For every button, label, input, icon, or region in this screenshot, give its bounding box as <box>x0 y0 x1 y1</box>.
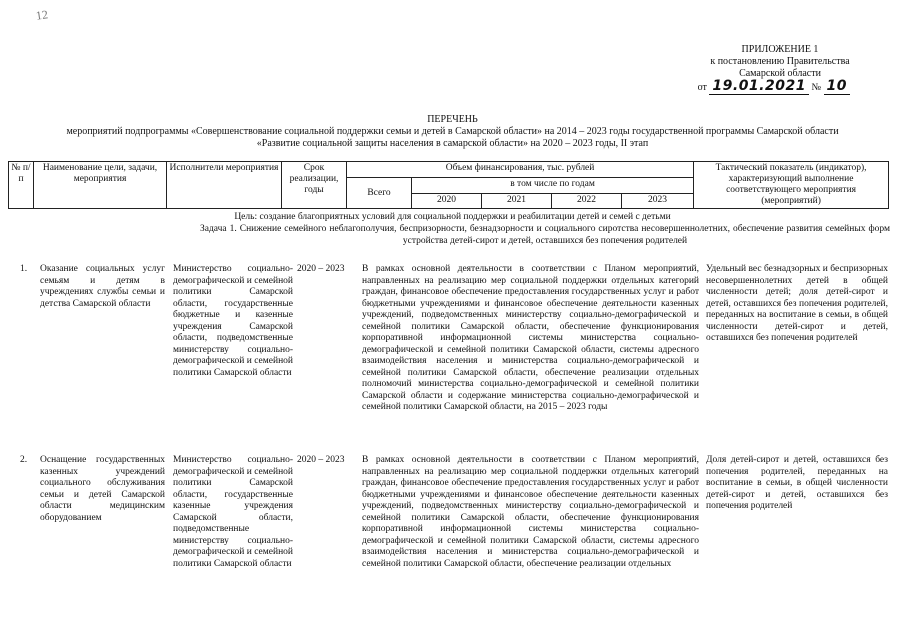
row-number: 1. <box>20 264 28 274</box>
measure-executors: Министерство социально-демографической и семейной политики Самарской области, государственные бюджетные и казенные учреждения Самарской области, подведомственные министерству социально-демографической и семейной политики Самарской области <box>173 264 293 378</box>
measure-funding-note: В рамках основной деятельности в соответствии с Планом мероприятий, направленных на реализацию мер социальной поддержки отдельных категорий граждан, финансовое обеспечение предоставления государственных услуг и работ бюджетными учреждениями и финансовое обеспечение деятельности казенных учреждений, подведомственных министерству социально-демографической и семейной политики Самарской области, обеспечение функционирования корпоративной информационной системы министерства социально-демографической и семейной политики Самарской области, системы адресного взаимодействия населения и министерства социально-демографической и семейной политики Самарской области, обеспечение реализации отдельных полномочий министерства социально-демографической и семейной политики Самарской области и содержание министерства социально-демографической и семейной политики Самарской области, на 2015 – 2023 годы <box>362 264 699 412</box>
measure-funding-note: В рамках основной деятельности в соответствии с Планом мероприятий, направленных на реализацию мер социальной поддержки отдельных категорий граждан, финансовое обеспечение предоставления государственных услуг и работ бюджетными учреждениями и финансовое обеспечение деятельности казенных учреждений, подведомственных министерству социально-демографической и семейной политики Самарской области, обеспечение функционирования корпоративной информационной системы министерства социально-демографической и семейной политики Самарской области, системы адресного взаимодействия населения и министерства социально-демографической и семейной политики Самарской области, обеспечение реализации отдельных <box>362 455 699 569</box>
document-title: ПЕРЕЧЕНЬ <box>427 114 478 125</box>
document-subtitle-1: мероприятий подпрограммы «Совершенствование социальной поддержки семьи и детей в Самарской области» на 2014 – 2023 годы государственной программы Самарской области <box>66 126 839 137</box>
appendix-title: ПРИЛОЖЕНИЕ 1 <box>741 44 819 55</box>
header-table <box>8 161 889 209</box>
appendix-line-2: Самарской области <box>739 68 821 79</box>
col-name-header: Наименование цели, задачи, мероприятия <box>34 162 167 209</box>
row-number: 2. <box>20 455 28 465</box>
measure-name: Оказание социальных услуг семьям и детям в учреждениях службы семьи и детства Самарской области <box>40 264 165 309</box>
goal-text: Цель: создание благоприятных условий для социальной поддержки и реабилитации детей и семей с детьми <box>234 212 671 222</box>
measure-term: 2020 – 2023 <box>297 455 345 465</box>
measure-term: 2020 – 2023 <box>297 264 345 274</box>
number-sign: № <box>811 82 822 93</box>
handwritten-mark: 12 <box>35 7 49 23</box>
year-header: 2022 <box>552 194 622 209</box>
year-header: 2023 <box>622 194 694 209</box>
decree-date: 19.01.2021 <box>709 78 809 95</box>
year-header: 2020 <box>412 194 482 209</box>
decree-number: 10 <box>824 78 850 95</box>
measure-name: Оснащение государственных казенных учреждений социального обслуживания семьи и детей Самарской области медицинским оборудованием <box>40 455 165 523</box>
task-text: Задача 1. Снижение семейного неблагополучия, беспризорности, безнадзорности и социального сиротства несовершеннолетних, обеспечение развития семейных форм устройства детей-сирот и детей, оставшихся без попечения родителей <box>200 224 890 246</box>
col-by-years-header: в том числе по годам <box>412 178 694 194</box>
year-header: 2021 <box>482 194 552 209</box>
appendix-line-1: к постановлению Правительства <box>710 56 850 67</box>
measure-indicator: Удельный вес безнадзорных и беспризорных несовершеннолетних детей в общей численности детей; доля детей-сирот и детей, оставшихся без попечения родителей, переданных на воспитание в семьи, в общей численности детей-сирот и детей, оставшихся без попечения родителей <box>706 264 888 343</box>
col-total-header: Всего <box>347 178 412 209</box>
from-label: от <box>697 82 707 93</box>
col-executors-header: Исполнители мероприятия <box>167 162 282 209</box>
measure-indicator: Доля детей-сирот и детей, оставшихся без попечения родителей, переданных на воспитание в семьи, в общей численности детей-сирот и детей, оставшихся без попечения родителей <box>706 455 888 511</box>
col-funding-header: Объем финансирования, тыс. рублей <box>347 162 694 178</box>
measure-executors: Министерство социально-демографической и семейной политики Самарской области, государственные казенные учреждения Самарской области, подведомственные министерству социально-демографической и семейной политики Самарской области <box>173 455 293 569</box>
document-heading <box>20 114 885 150</box>
col-indicator-header: Тактический показатель (индикатор), характеризующий выполнение соответствующего мероприятия (мероприятий) <box>694 162 889 209</box>
col-term-header: Срок реализации, годы <box>282 162 347 209</box>
decree-date-line <box>680 80 880 94</box>
col-number-header: № п/п <box>9 162 34 209</box>
appendix-block <box>680 44 880 94</box>
document-subtitle-2: «Развитие социальной защиты населения в самарской области» на 2020 – 2023 годы, II этап <box>256 138 649 149</box>
